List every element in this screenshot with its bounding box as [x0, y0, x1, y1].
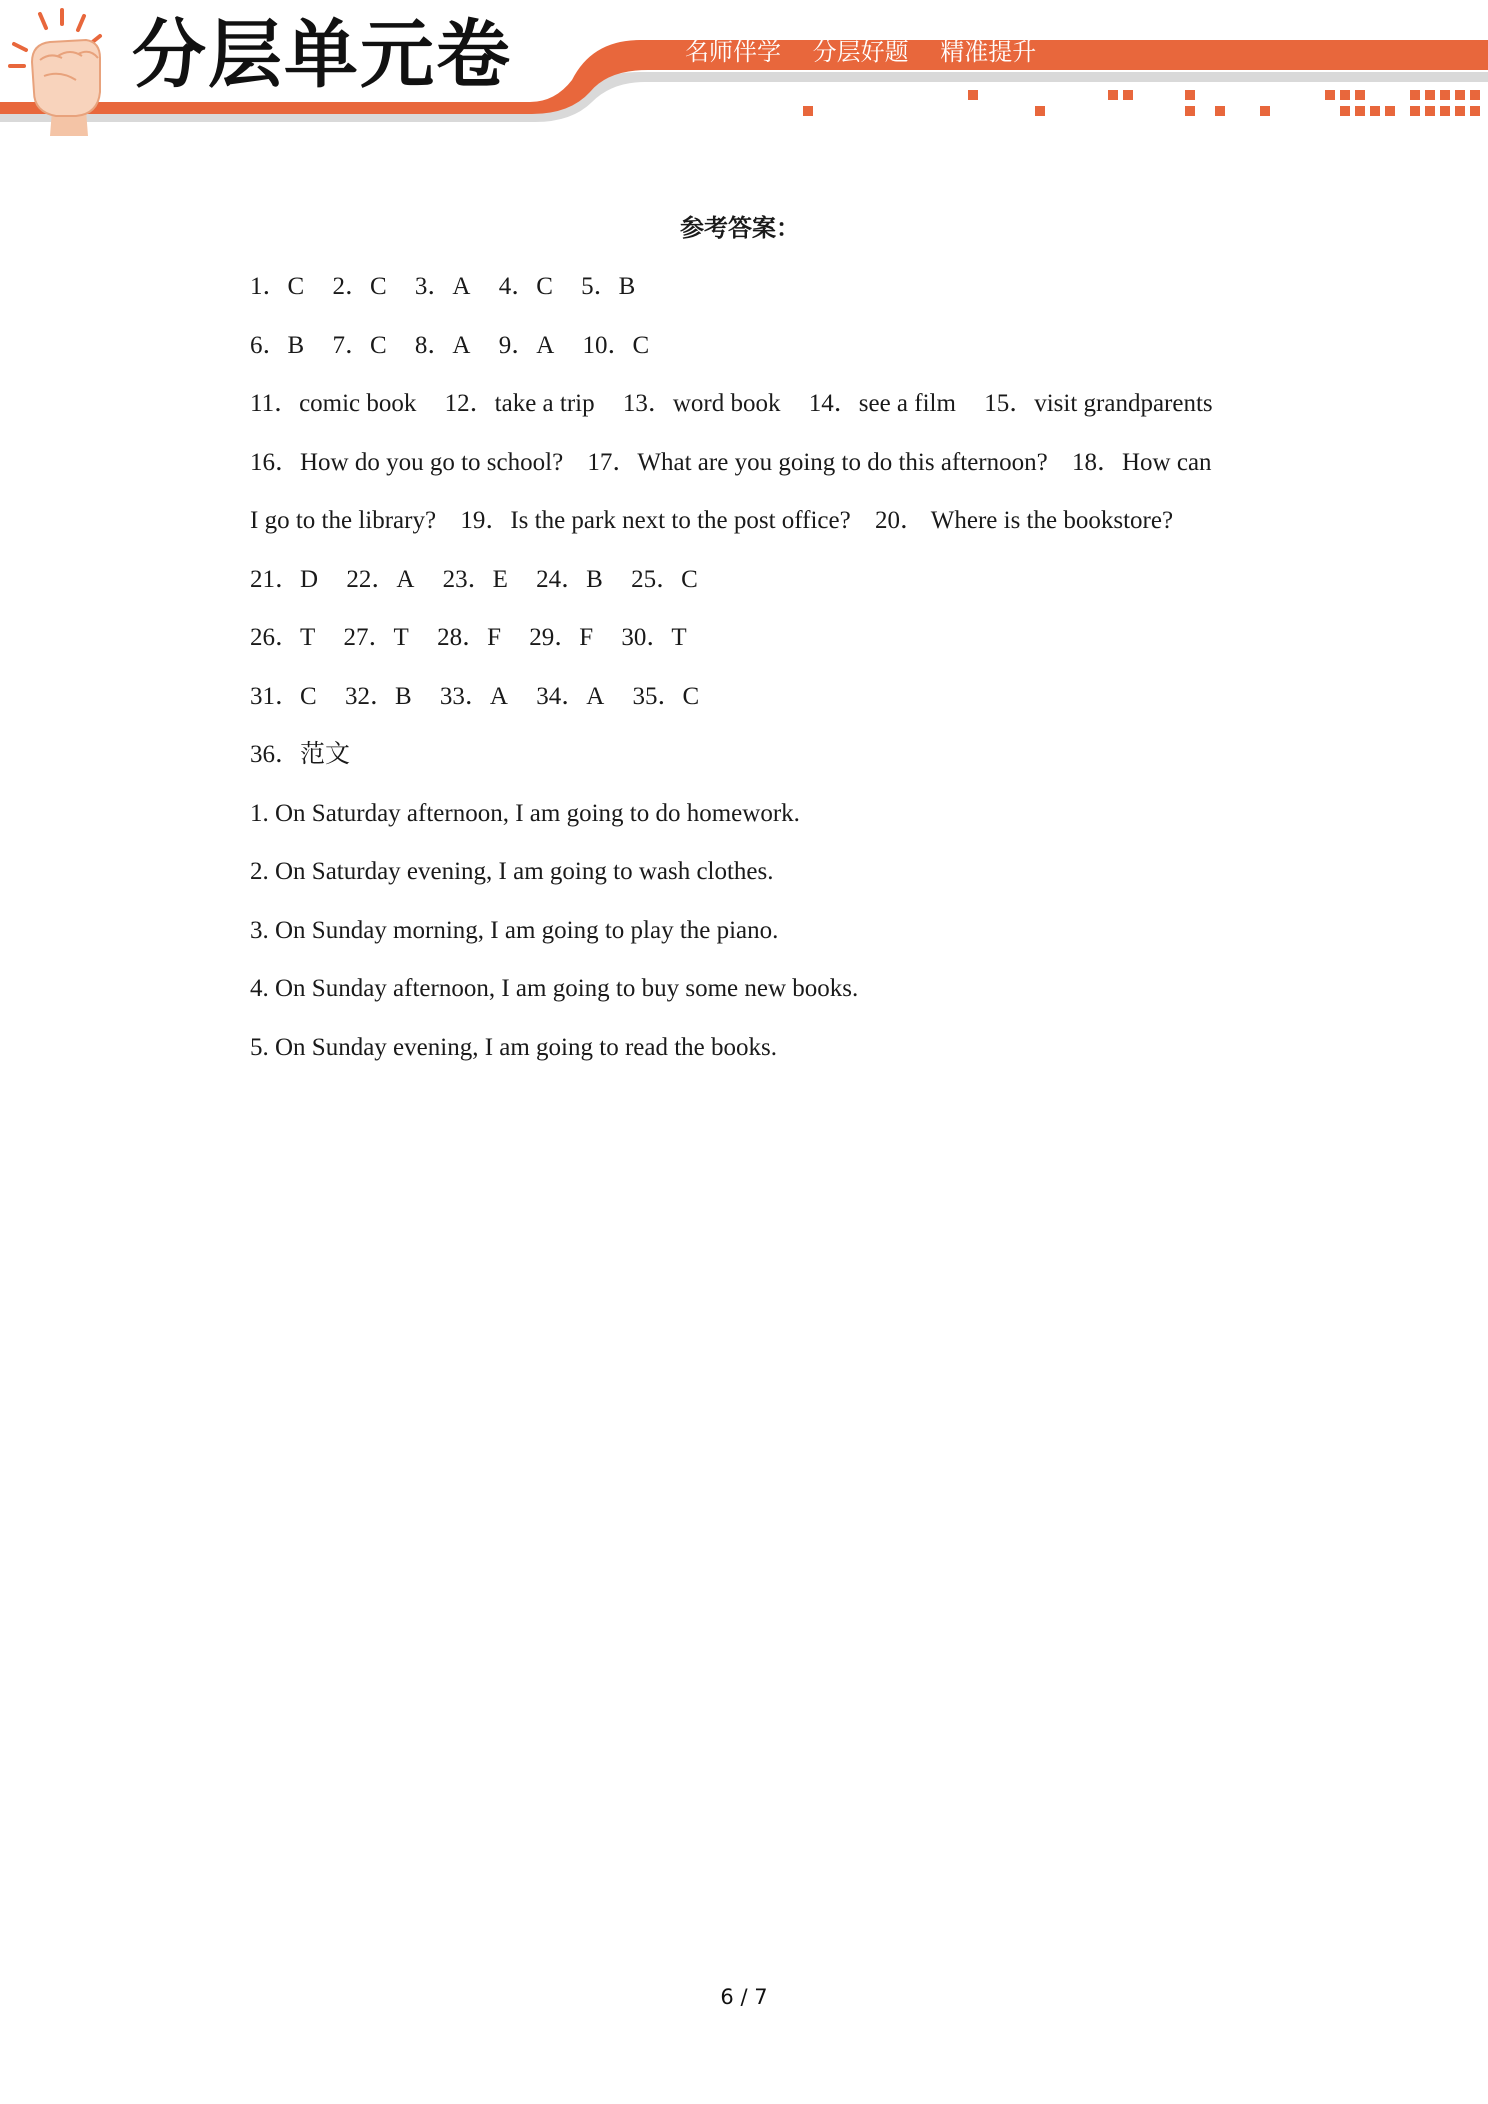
answer-19: 19．Is the park next to the post office?: [460, 507, 851, 534]
answer-row-2: [250, 317, 1250, 376]
page-number: 6 / 7: [720, 1985, 768, 2009]
decorative-squares: [803, 90, 1480, 116]
answer-row-3: [250, 375, 1250, 434]
answer-7: 7．C: [332, 331, 387, 359]
answer-11: 11．comic book: [250, 390, 417, 417]
essay-line-1: 1. On Saturday afternoon, I am going to do homework.: [250, 799, 800, 827]
answer-33: 33．A: [439, 682, 508, 710]
answer-21: 21．D: [250, 565, 319, 593]
answer-28: 28．F: [437, 624, 501, 651]
answer-row-7: [250, 609, 1250, 668]
brand-title: 分层单元卷: [132, 12, 512, 98]
answer-25: 25．C: [631, 565, 698, 593]
answer-5: 5．B: [581, 273, 636, 300]
answer-22: 22．A: [346, 565, 415, 593]
answer-23: 23．E: [442, 565, 508, 593]
answer-15: 15．visit grandparents: [984, 390, 1213, 417]
essay-line-4: 4. On Sunday afternoon, I am going to buy some new books.: [250, 975, 859, 1002]
answer-1: 1．C: [250, 273, 305, 300]
answer-14: 14．see a film: [808, 390, 956, 417]
answer-8: 8．A: [414, 331, 471, 359]
answer-35: 35．C: [632, 682, 700, 710]
page-header: [0, 0, 1488, 140]
answer-2: 2．C: [332, 273, 387, 300]
answer-27: 27．T: [343, 624, 409, 651]
answer-row-4: [250, 434, 1250, 493]
answer-16: 16．How do you go to school?: [250, 448, 564, 476]
answer-12: 12．take a trip: [444, 390, 595, 417]
slogan-3: 精准提升: [940, 38, 1037, 66]
answer-9: 9．A: [498, 331, 555, 359]
answer-31: 31．C: [250, 682, 317, 710]
header-slogan: [685, 40, 1060, 64]
answer-row-1: [250, 258, 1250, 317]
answer-34: 34．A: [536, 682, 605, 710]
slogan-1: 名师伴学: [685, 38, 781, 66]
answer-18-end: I go to the library?: [250, 507, 437, 534]
answer-18-start: 18．How can: [1071, 448, 1212, 476]
answer-row-6: [250, 551, 1250, 610]
slogan-2: 分层好题: [812, 38, 909, 66]
answer-30: 30．T: [621, 624, 687, 651]
answer-6: 6．B: [250, 331, 305, 359]
answer-24: 24．B: [536, 565, 603, 593]
essay-label: 36．范文: [250, 741, 351, 768]
answer-20: 20． Where is the bookstore?: [874, 507, 1174, 534]
answer-heading: 参考答案：: [680, 214, 800, 242]
essay-line-5: 5. On Sunday evening, I am going to read the books.: [250, 1033, 777, 1061]
answer-3: 3．A: [414, 273, 471, 300]
answer-26: 26．T: [250, 624, 316, 651]
essay-line-3: 3. On Sunday morning, I am going to play the piano.: [250, 916, 779, 944]
answer-row-8: [250, 668, 1250, 727]
answer-content: [250, 210, 1250, 1077]
essay-line-2: 2. On Saturday evening, I am going to wash clothes.: [250, 858, 774, 885]
answer-13: 13．word book: [622, 390, 781, 417]
answer-17: 17．What are you going to do this afternoon?: [587, 448, 1048, 476]
answer-29: 29．F: [529, 624, 594, 651]
answer-4: 4．C: [498, 273, 553, 300]
answer-row-5: [250, 492, 1250, 551]
answer-10: 10．C: [582, 331, 650, 359]
answer-32: 32．B: [344, 682, 412, 710]
